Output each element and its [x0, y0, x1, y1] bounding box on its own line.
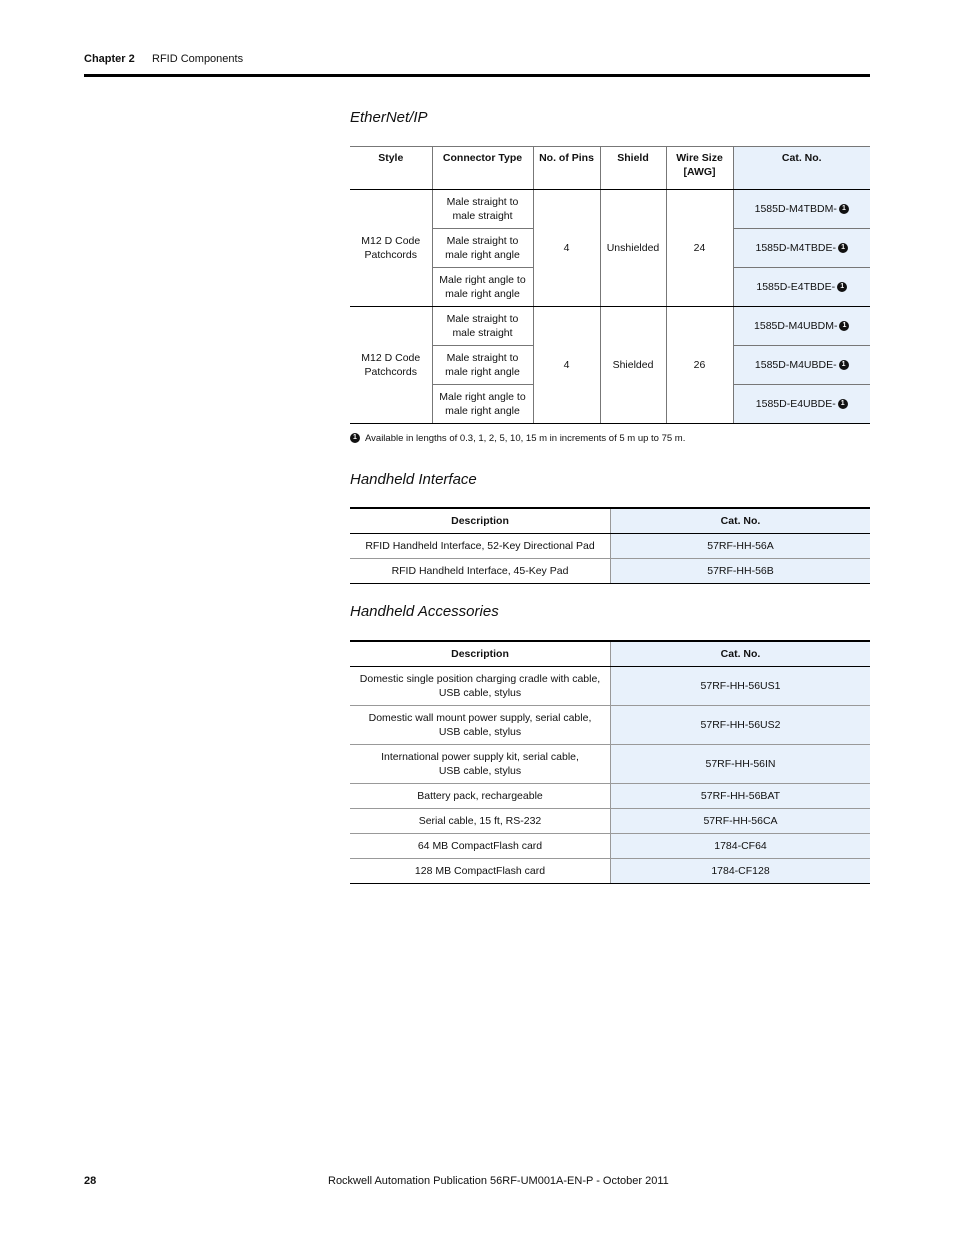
description-line: USB cable, stylus: [438, 726, 522, 738]
table-row: [350, 784, 870, 809]
cat-cell: [733, 229, 870, 268]
description-cell: RFID Handheld Interface, 45-Key Pad: [350, 559, 611, 584]
col-shield: Shield: [600, 147, 666, 190]
description-line: USB cable, stylus: [438, 687, 522, 699]
handheld-accessories-title: Handheld Accessories: [350, 603, 499, 620]
page-header: [84, 53, 870, 65]
table-row: [350, 809, 870, 834]
pins-cell: 4: [533, 307, 600, 424]
description-cell: [350, 667, 611, 706]
cat-cell: 57RF-HH-56A: [611, 534, 871, 559]
cat-number: 1585D-E4UBDE-: [755, 398, 836, 410]
cat-cell: [733, 307, 870, 346]
description-line: International power supply kit, serial cable,: [381, 751, 579, 763]
col-description: Description: [350, 641, 611, 667]
cat-number: 1585D-M4TBDM-: [754, 203, 837, 215]
col-pins: No. of Pins: [533, 147, 600, 190]
cat-cell: 57RF-HH-56BAT: [611, 784, 871, 809]
cat-cell: [733, 346, 870, 385]
shield-cell: Shielded: [600, 307, 666, 424]
page-number: 28: [84, 1175, 97, 1187]
description-line: Domestic wall mount power supply, serial cable,: [368, 712, 592, 724]
wire-cell: 26: [666, 307, 733, 424]
table-row: [350, 667, 870, 706]
cat-cell: 57RF-HH-56US1: [611, 667, 871, 706]
connector-cell: Male right angle to male right angle: [432, 268, 533, 307]
header-row: [350, 641, 870, 667]
description-cell: RFID Handheld Interface, 52-Key Directional Pad: [350, 534, 611, 559]
cat-cell: 1784-CF128: [611, 859, 871, 884]
chapter-label: Chapter 2: [84, 53, 135, 65]
chapter-title: RFID Components: [152, 53, 244, 65]
description-line: USB cable, stylus: [438, 765, 522, 777]
table-row: [350, 706, 870, 745]
table-row: [350, 859, 870, 884]
table-row: [350, 190, 870, 229]
description-cell: 128 MB CompactFlash card: [350, 859, 611, 884]
cat-cell: 57RF-HH-56US2: [611, 706, 871, 745]
pins-cell: 4: [533, 190, 600, 307]
footnote-marker-icon: 1: [837, 282, 847, 292]
description-cell: [350, 706, 611, 745]
style-cell: M12 D Code Patchcords: [350, 190, 432, 307]
table-row: [350, 307, 870, 346]
description-cell: Battery pack, rechargeable: [350, 784, 611, 809]
wire-size-label: Wire Size: [676, 152, 723, 164]
cat-cell: 1784-CF64: [611, 834, 871, 859]
footnote-text: Available in lengths of 0.3, 1, 2, 5, 10, 15 m in increments of 5 m up to 75 m.: [365, 433, 686, 444]
shield-cell: Unshielded: [600, 190, 666, 307]
connector-cell: Male straight to male right angle: [432, 229, 533, 268]
table-row: [350, 834, 870, 859]
table-row: [350, 559, 870, 584]
footnote-marker-icon: 1: [350, 433, 360, 443]
cat-number: 1585D-M4TBDE-: [755, 242, 837, 254]
cat-cell: [733, 385, 870, 424]
col-description: Description: [350, 508, 611, 534]
ethernet-header-row: [350, 147, 870, 190]
header-rule: [84, 74, 870, 77]
cat-number: 1585D-M4UBDM-: [754, 320, 838, 332]
description-cell: 64 MB CompactFlash card: [350, 834, 611, 859]
col-connector-type: Connector Type: [432, 147, 533, 190]
wire-cell: 24: [666, 190, 733, 307]
table-row: [350, 745, 870, 784]
footnote-marker-icon: 1: [839, 321, 849, 331]
col-cat-no: Cat. No.: [611, 508, 871, 534]
page-footer: [84, 1175, 870, 1187]
handheld-interface-title: Handheld Interface: [350, 471, 477, 488]
cat-number: 1585D-E4TBDE-: [756, 281, 836, 293]
connector-cell: Male right angle to male right angle: [432, 385, 533, 424]
ethernet-table: [350, 146, 870, 424]
awg-label: [AWG]: [683, 166, 716, 178]
col-style: Style: [350, 147, 432, 190]
footnote-marker-icon: 1: [839, 360, 849, 370]
cat-number: 1585D-M4UBDE-: [754, 359, 837, 371]
cat-cell: 57RF-HH-56CA: [611, 809, 871, 834]
ethernet-footnote: [350, 433, 685, 444]
col-wire-size: [666, 147, 733, 190]
col-cat-no: Cat. No.: [611, 641, 871, 667]
handheld-accessories-table: [350, 640, 870, 884]
footnote-marker-icon: 1: [838, 399, 848, 409]
footnote-marker-icon: 1: [839, 204, 849, 214]
connector-cell: Male straight to male straight: [432, 190, 533, 229]
description-cell: Serial cable, 15 ft, RS-232: [350, 809, 611, 834]
publication-info: Rockwell Automation Publication 56RF-UM001A-EN-P - October 2011: [328, 1175, 669, 1187]
col-cat-no: Cat. No.: [733, 147, 870, 190]
connector-cell: Male straight to male straight: [432, 307, 533, 346]
cat-cell: [733, 190, 870, 229]
description-cell: [350, 745, 611, 784]
header-row: [350, 508, 870, 534]
cat-cell: [733, 268, 870, 307]
footnote-marker-icon: 1: [838, 243, 848, 253]
handheld-interface-table: [350, 507, 870, 584]
ethernet-section-title: EtherNet/IP: [350, 109, 428, 126]
connector-cell: Male straight to male right angle: [432, 346, 533, 385]
style-cell: M12 D Code Patchcords: [350, 307, 432, 424]
cat-cell: 57RF-HH-56IN: [611, 745, 871, 784]
table-row: [350, 534, 870, 559]
cat-cell: 57RF-HH-56B: [611, 559, 871, 584]
description-line: Domestic single position charging cradle with cable,: [359, 673, 601, 685]
